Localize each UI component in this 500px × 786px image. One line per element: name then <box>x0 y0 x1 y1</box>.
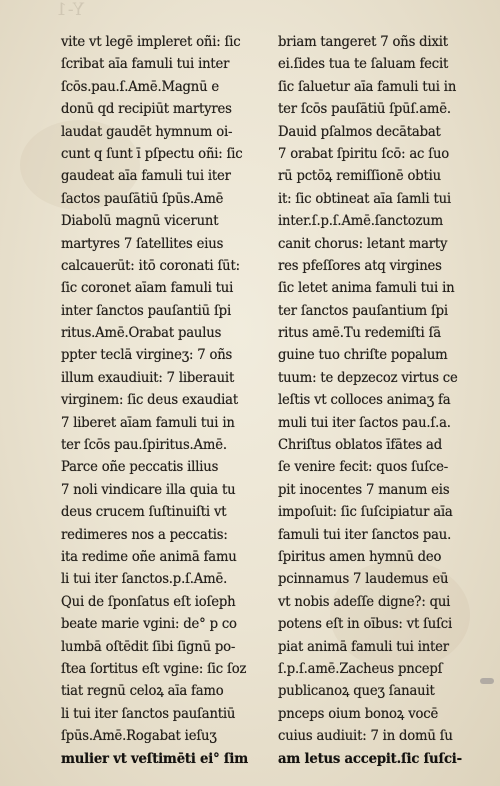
left-column-line: 7 liberet aīam famuli tui in <box>61 414 235 431</box>
right-column-line: pnceps oium bonoꝝ vocē <box>278 705 439 722</box>
right-column-line: pit inocentes 7 manum eis <box>278 481 450 498</box>
left-column-line: Diabolū magnū vicerunt <box>61 213 219 230</box>
right-column-line: impoſuit: ſic ſuſcipiatur aīa <box>278 504 453 521</box>
left-column-line: cunt q ſunt ī pſpectu oñi: ſic <box>61 145 243 162</box>
left-column-line: virginem: ſic deus exaudiat <box>61 392 238 409</box>
right-column-line: pcinnamus 7 laudemus eū <box>278 571 449 588</box>
right-column-line: Chriſtus oblatos īfātes ad <box>278 437 442 454</box>
ink-smudge <box>480 678 494 684</box>
leaf-mark: Y-1 <box>55 0 84 20</box>
right-column-line: ritus amē.Tu redemiſti ſā <box>278 325 441 342</box>
left-column-line: li tui iter ſanctos.p.ſ.Amē. <box>61 571 228 588</box>
right-column-line: ter ſcōs pauſātiū ſpūſ.amē. <box>278 101 451 118</box>
left-column-line: laudat gaudēt hymnum oi- <box>61 123 233 140</box>
left-column-line: beate marie vgini: de° p co <box>61 616 237 633</box>
right-column-line: ſ.p.ſ.amē.Zacheus pncepſ <box>278 660 443 677</box>
left-column-line: Parce oñe peccatis illius <box>61 459 219 476</box>
right-column-line: briam tangeret 7 oñs dixit <box>278 34 448 50</box>
left-column-line: vite vt legē impleret oñi: ſic <box>61 34 241 50</box>
left-column-line: tiat regnū celoꝝ aīa famo <box>61 683 224 700</box>
left-column-line: ſcōs.pau.ſ.Amē.Magnū e <box>61 78 220 95</box>
left-column-line: li tui iter ſanctos pauſantiū <box>61 705 236 722</box>
right-column-line: Dauid pſalmos decātabat <box>278 123 441 140</box>
right-column-line: 7 orabat ſpiritu ſcō: ac ſuo <box>278 145 450 162</box>
right-column-line: potens eſt in oībus: vt ſuſci <box>278 616 453 633</box>
left-column-line: donū qd recipiūt martyres <box>61 101 232 118</box>
right-column-line: piat animā famuli tui inter <box>278 638 449 655</box>
right-column-line: ſic ſaluetur aīa famuli tui in <box>278 78 457 95</box>
right-column-line: ſe venire fecit: quos ſuſce- <box>278 459 448 476</box>
left-column-line: deus crucem ſuſtinuiſti vt <box>61 504 227 521</box>
right-column-line: publicanoꝝ queʒ ſanauit <box>278 683 435 700</box>
right-column-line: ſpiritus amen hymnū deo <box>278 548 442 565</box>
left-column-line: gaudeat aīa famuli tui iter <box>61 168 231 185</box>
left-column-line: ter ſcōs pau.ſpiritus.Amē. <box>61 437 227 454</box>
right-column-line: inter.ſ.p.ſ.Amē.ſanctozum <box>278 213 443 230</box>
left-column-line: ſactos pauſātiū ſpūs.Amē <box>61 190 224 207</box>
left-column-line: mulier vt veſtimēti ei° ſim <box>61 750 249 767</box>
right-column-line: rū pctōꝝ remiſſionē obtiu <box>278 168 441 185</box>
right-column-line: vt nobis adeſſe digne?: qui <box>278 593 451 610</box>
right-column-line: canit chorus: letant marty <box>278 235 448 252</box>
left-column-line: ſic coronet aīam famuli tui <box>61 280 234 297</box>
left-column-line: ritus.Amē.Orabat paulus <box>61 325 222 342</box>
left-column-line: 7 noli vindicare illa quia tu <box>61 481 236 498</box>
left-column-line: martyres 7 ſatellites eius <box>61 235 224 252</box>
right-column-line: ſic letet anima famuli tui in <box>278 280 455 297</box>
left-column-line: calcauerūt: itō coronati ſūt: <box>61 257 240 274</box>
right-column-line: res pfeſſores atq virgines <box>278 257 442 274</box>
right-column-line: ter ſanctos pauſantium ſpi <box>278 302 448 319</box>
left-column-line: lumbā oſtēdit ſibi ſignū po- <box>61 638 236 655</box>
left-column-line: ſpūs.Amē.Rogabat ieſuʒ <box>61 728 217 745</box>
left-column-line: redimeres nos a peccatis: <box>61 526 228 543</box>
right-column-line: tuum: te depzecoz virtus ce <box>278 369 458 386</box>
left-column-line: ita redime oñe animā famu <box>61 548 237 565</box>
right-column-line: muli tui iter ſactos pau.ſ.a. <box>278 414 451 431</box>
right-text-column <box>278 31 488 770</box>
left-text-column <box>61 31 271 770</box>
left-column-line: ſcribat aīa famuli tui inter <box>61 56 230 73</box>
left-column-line: Qui de ſponſatus eſt ioſeph <box>61 593 236 610</box>
right-column-line: leſtis vt colloces animaʒ fa <box>278 392 451 409</box>
right-column-line: famuli tui iter ſanctos pau. <box>278 526 452 543</box>
right-column-line: guine tuo chriſte popalum <box>278 347 448 364</box>
left-column-line: ſtea ſortitus eſt vgine: ſic ſoz <box>61 660 247 677</box>
right-column-line: it: ſic obtineat aīa ſamli tui <box>278 190 451 207</box>
right-column-line: cuius audiuit: 7 in domū ſu <box>278 728 453 745</box>
right-column-line: am letus accepit.ſic ſuſci- <box>278 750 462 767</box>
left-column-line: ppter teclā virgineʒ: 7 oñs <box>61 347 233 364</box>
right-column-line: ei.ſides tua te ſaluam fecit <box>278 56 449 73</box>
left-column-line: illum exaudiuit: 7 liberauit <box>61 369 235 386</box>
left-column-line: inter ſanctos pauſantiū ſpi <box>61 302 231 319</box>
